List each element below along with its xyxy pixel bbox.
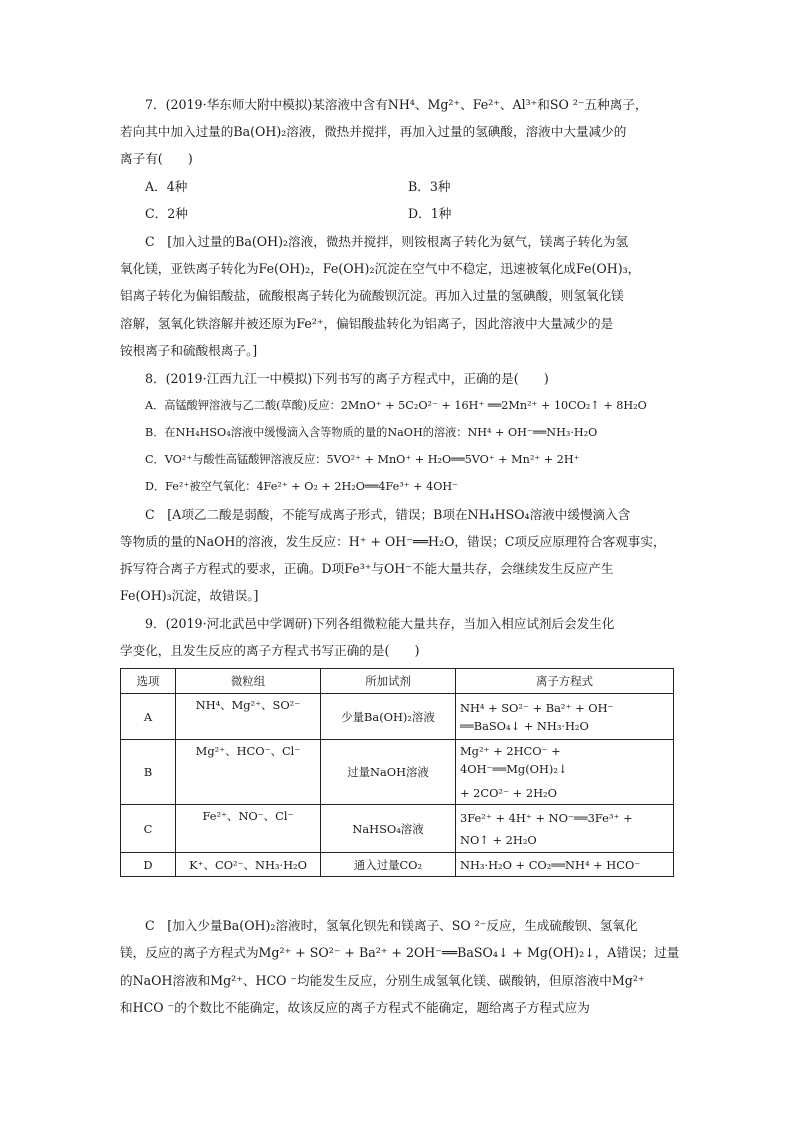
q8-option-a: A．高锰酸钾溶液与乙二酸(草酸)反应：2MnO⁺ + 5C₂O²⁻ + 16H⁺ ══2Mn²⁺ + 10CO₂↑ + 8H₂O [145,399,647,412]
q7-option-b: B．3种 [408,179,451,194]
q8-answer-line-4: Fe(OH)₃沉淀，故错误。] [120,588,259,603]
table-row [121,853,674,877]
equation-line-1: 3Fe²⁺ + 4H⁺ + NO⁻══3Fe³⁺ + [460,810,633,825]
header-particles: 微粒组 [176,669,321,694]
row-option: A [121,694,176,740]
row-equation [456,805,674,853]
row-particles: NH⁴、Mg²⁺、SO²⁻ [176,694,321,740]
equation-line-1: Mg²⁺ + 2HCO⁻ + 4OH⁻══Mg(OH)₂↓ [460,744,568,776]
row-particles: K⁺、CO²⁻、NH₃·H₂O [176,853,321,877]
q7-stem-line-1: 7．(2019·华东师大附中模拟)某溶液中含有NH⁴、Mg²⁺、Fe²⁺、Al³⁺和SO ²⁻五种离子， [145,97,648,112]
row-particles: Mg²⁺、HCO⁻、Cl⁻ [176,740,321,805]
q7-stem-line-2: 若向其中加入过量的Ba(OH)₂溶液，微热并搅拌，再加入过量的氢碘酸，溶液中大量减少的 [120,124,627,139]
row-equation [456,853,674,877]
header-equation: 离子方程式 [456,669,674,694]
q7-option-c: C．2种 [145,206,188,221]
row-option: B [121,740,176,805]
q9-stem-line-1: 9．(2019·河北武邑中学调研)下列各组微粒能大量共存，当加入相应试剂后会发生化 [145,616,615,631]
header-reagent: 所加试剂 [321,669,456,694]
row-option: D [121,853,176,877]
q8-option-b: B．在NH₄HSO₄溶液中缓慢滴入含等物质的量的NaOH的溶液：NH⁴ + OH⁻══NH₃·H₂O [145,426,598,439]
table-row [121,694,674,740]
q9-options-table [120,668,674,877]
row-reagent: NaHSO₄溶液 [321,805,456,853]
q7-answer-line-4: 溶解，氢氧化铁溶解并被还原为Fe²⁺，偏铝酸盐转化为铝离子，因此溶液中大量减少的是 [120,316,614,331]
equation-line-2: NO↑ + 2H₂O [460,832,537,847]
q7-stem-line-3: 离子有( ) [120,151,193,166]
header-option: 选项 [121,669,176,694]
table-header-row [121,669,674,694]
row-option: C [121,805,176,853]
q9-answer-line-4: 和HCO ⁻的个数比不能确定，故该反应的离子方程式不能确定，题给离子方程式应为 [120,1000,590,1015]
q7-answer-line-2: 氧化镁，亚铁离子转化为Fe(OH)₂，Fe(OH)₂沉淀在空气中不稳定，迅速被氧化成Fe(OH)₃， [120,261,641,276]
table-row [121,740,674,805]
q7-option-a: A．4种 [145,179,188,194]
table-row [121,805,674,853]
equation-line-2: + 2CO²⁻ + 2H₂O [460,786,557,800]
row-reagent: 过量NaOH溶液 [321,740,456,805]
row-equation [456,694,674,740]
row-equation [456,740,674,805]
q7-answer-line-5: 铵根离子和硫酸根离子。] [120,343,258,358]
equation-line-1: NH⁴ + SO²⁻ + Ba²⁺ + OH⁻ [460,700,614,715]
q9-answer-line-2: 镁，反应的离子方程式为Mg²⁺ + SO²⁻ + Ba²⁺ + 2OH⁻══BaSO₄↓ + Mg(OH)₂↓，A错误；过量 [120,945,680,960]
q8-option-d: D．Fe²⁺被空气氧化：4Fe²⁺ + O₂ + 2H₂O══4Fe³⁺ + 4OH⁻ [145,480,459,493]
q8-answer-line-2: 等物质的量的NaOH的溶液，发生反应：H⁺ + OH⁻══H₂O，错误；C项反应原理符合客观事实， [120,534,666,549]
q7-option-d: D．1种 [408,206,452,221]
q9-answer-line-1: C [加入少量Ba(OH)₂溶液时，氢氧化钡先和镁离子、SO ²⁻反应，生成硫酸钡、氢氧化 [145,918,638,933]
q7-answer-line-3: 铝离子转化为偏铝酸盐，硫酸根离子转化为硫酸钡沉淀。再加入过量的氢碘酸，则氢氧化镁 [120,288,624,303]
q8-answer-line-3: 拆写符合离子方程式的要求，正确。D项Fe³⁺与OH⁻不能大量共存，会继续发生反应产生 [120,561,614,576]
q7-answer-line-1: C [加入过量的Ba(OH)₂溶液，微热并搅拌，则铵根离子转化为氨气，镁离子转化为氢 [145,234,629,249]
row-reagent: 少量Ba(OH)₂溶液 [321,694,456,740]
equation-line-2: ══BaSO₄↓ + NH₃·H₂O [460,718,589,733]
q9-answer-line-3: 的NaOH溶液和Mg²⁺、HCO ⁻均能发生反应，分别生成氢氧化镁、碳酸钠，但原溶液中Mg²⁺ [120,973,645,988]
q8-answer-line-1: C [A项乙二酸是弱酸，不能写成离子形式，错误；B项在NH₄HSO₄溶液中缓慢滴入含 [145,507,631,522]
row-particles: Fe²⁺、NO⁻、Cl⁻ [176,805,321,853]
q8-stem: 8．(2019·江西九江一中模拟)下列书写的离子方程式中，正确的是( ) [145,371,549,386]
q8-option-c: C．VO²⁺与酸性高锰酸钾溶液反应：5VO²⁺ + MnO⁺ + H₂O══5VO⁺ + Mn²⁺ + 2H⁺ [145,453,580,466]
equation-line-1: NH₃·H₂O + CO₂══NH⁴ + HCO⁻ [460,857,641,872]
q9-stem-line-2: 学变化，且发生反应的离子方程式书写正确的是( ) [120,643,420,658]
row-reagent: 通入过量CO₂ [321,853,456,877]
